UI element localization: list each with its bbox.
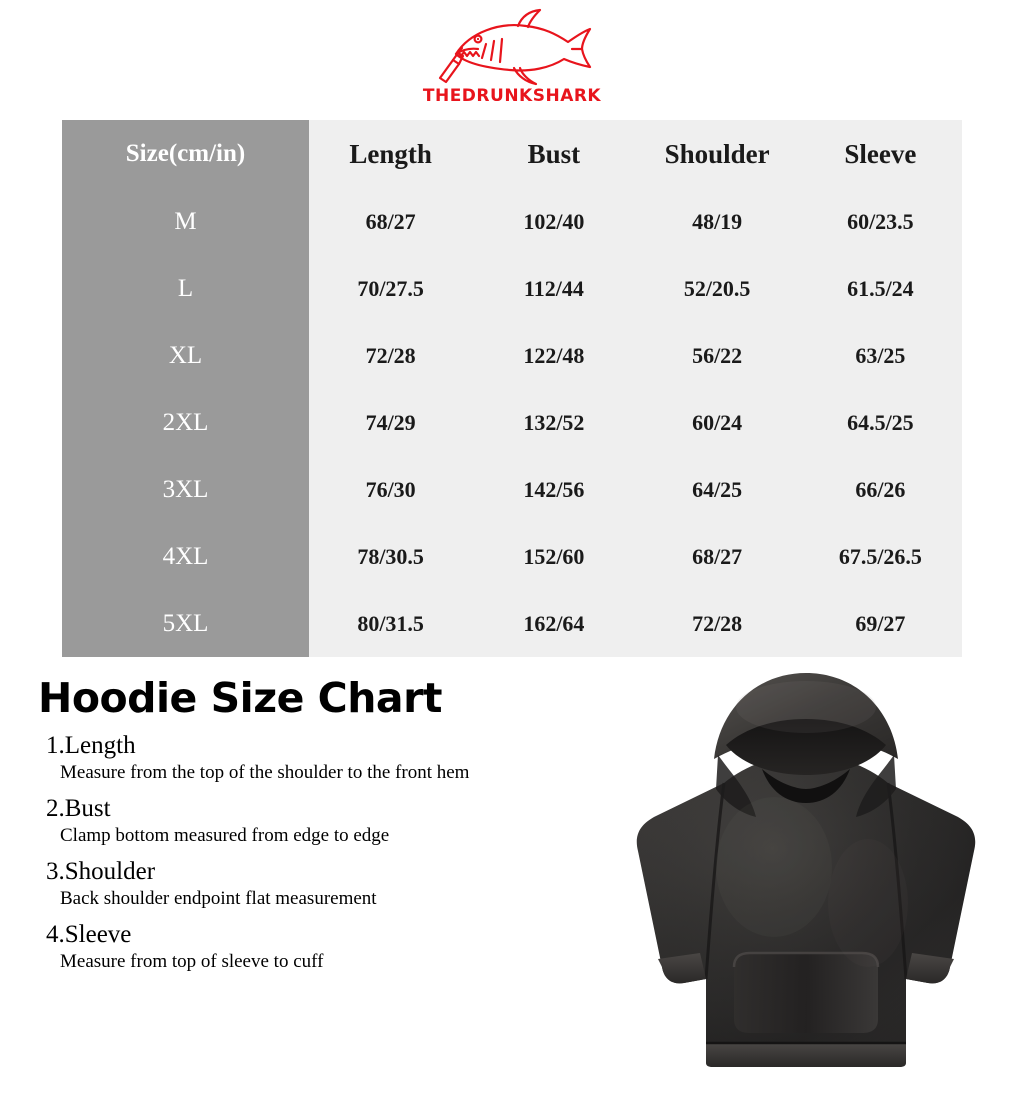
table-row xyxy=(62,590,962,657)
table-row xyxy=(62,456,962,523)
cell-sleeve: 67.5/26.5 xyxy=(838,543,922,569)
cell-bust: 152/60 xyxy=(523,543,585,569)
cell-size: 4XL xyxy=(62,523,309,590)
measurement-description: Clamp bottom measured from edge to edge xyxy=(60,825,390,847)
hoodie-illustration xyxy=(606,667,1006,1097)
table-row xyxy=(62,188,962,255)
cell-shoulder: 56/22 xyxy=(692,342,743,368)
cell-shoulder: 68/27 xyxy=(692,543,743,569)
cell-sleeve: 64.5/25 xyxy=(847,409,914,435)
measurement-guide-text xyxy=(38,674,578,982)
measurement-item-sleeve xyxy=(38,919,578,974)
cell-size: XL xyxy=(62,322,309,389)
column-header-bust: Bust xyxy=(527,138,581,169)
cell-size: M xyxy=(62,188,309,255)
cell-length: 78/30.5 xyxy=(357,543,424,569)
hoodie-photo xyxy=(606,667,1006,1097)
measurement-item-length xyxy=(38,730,578,785)
cell-sleeve: 61.5/24 xyxy=(847,275,914,301)
measurement-item-shoulder xyxy=(38,856,578,911)
measurement-guide-section xyxy=(0,674,1024,1097)
page-title: Hoodie Size Chart xyxy=(38,674,442,722)
cell-bust: 112/44 xyxy=(523,275,584,301)
table-row xyxy=(62,322,962,389)
cell-bust: 132/52 xyxy=(523,409,585,435)
cell-shoulder: 72/28 xyxy=(692,610,743,636)
measurement-label: 1.Length xyxy=(46,732,136,760)
table-row xyxy=(62,389,962,456)
cell-size: 3XL xyxy=(62,456,309,523)
size-chart-table xyxy=(62,120,962,657)
table-row xyxy=(62,255,962,322)
cell-sleeve: 69/27 xyxy=(855,610,906,636)
brand-name: THEDRUNKSHARK xyxy=(422,86,602,106)
cell-shoulder: 52/20.5 xyxy=(683,275,751,301)
measurement-description: Measure from the top of the shoulder to the front hem xyxy=(60,762,470,784)
cell-size: 5XL xyxy=(62,590,309,657)
measurement-item-bust xyxy=(38,793,578,848)
column-header-size: Size(cm/in) xyxy=(62,120,309,188)
cell-length: 80/31.5 xyxy=(357,610,424,636)
cell-bust: 122/48 xyxy=(523,342,585,368)
cell-size: L xyxy=(62,255,309,322)
cell-length: 76/30 xyxy=(365,476,416,502)
size-chart-table-wrap xyxy=(62,120,962,657)
column-header-shoulder: Shoulder xyxy=(664,138,770,169)
cell-length: 68/27 xyxy=(365,208,416,234)
measurement-label: 3.Shoulder xyxy=(46,858,156,886)
cell-sleeve: 60/23.5 xyxy=(847,208,914,234)
column-header-length: Length xyxy=(349,138,432,169)
cell-bust: 162/64 xyxy=(523,610,585,636)
cell-bust: 102/40 xyxy=(523,208,585,234)
cell-size: 2XL xyxy=(62,389,309,456)
measurement-description: Back shoulder endpoint flat measurement xyxy=(60,888,377,910)
measurement-description: Measure from top of sleeve to cuff xyxy=(60,951,324,973)
table-header-row xyxy=(62,120,962,188)
cell-shoulder: 64/25 xyxy=(692,476,743,502)
cell-length: 74/29 xyxy=(365,409,416,435)
table-row xyxy=(62,523,962,590)
shark-logo-icon xyxy=(422,8,602,90)
cell-bust: 142/56 xyxy=(523,476,585,502)
cell-length: 70/27.5 xyxy=(357,275,424,301)
column-header-sleeve: Sleeve xyxy=(844,138,917,169)
cell-sleeve: 66/26 xyxy=(855,476,906,502)
cell-sleeve: 63/25 xyxy=(855,342,906,368)
measurement-label: 2.Bust xyxy=(46,795,111,823)
cell-shoulder: 60/24 xyxy=(692,409,743,435)
cell-shoulder: 48/19 xyxy=(692,208,743,234)
measurement-label: 4.Sleeve xyxy=(46,921,132,949)
brand-logo xyxy=(0,0,1024,112)
cell-length: 72/28 xyxy=(365,342,416,368)
